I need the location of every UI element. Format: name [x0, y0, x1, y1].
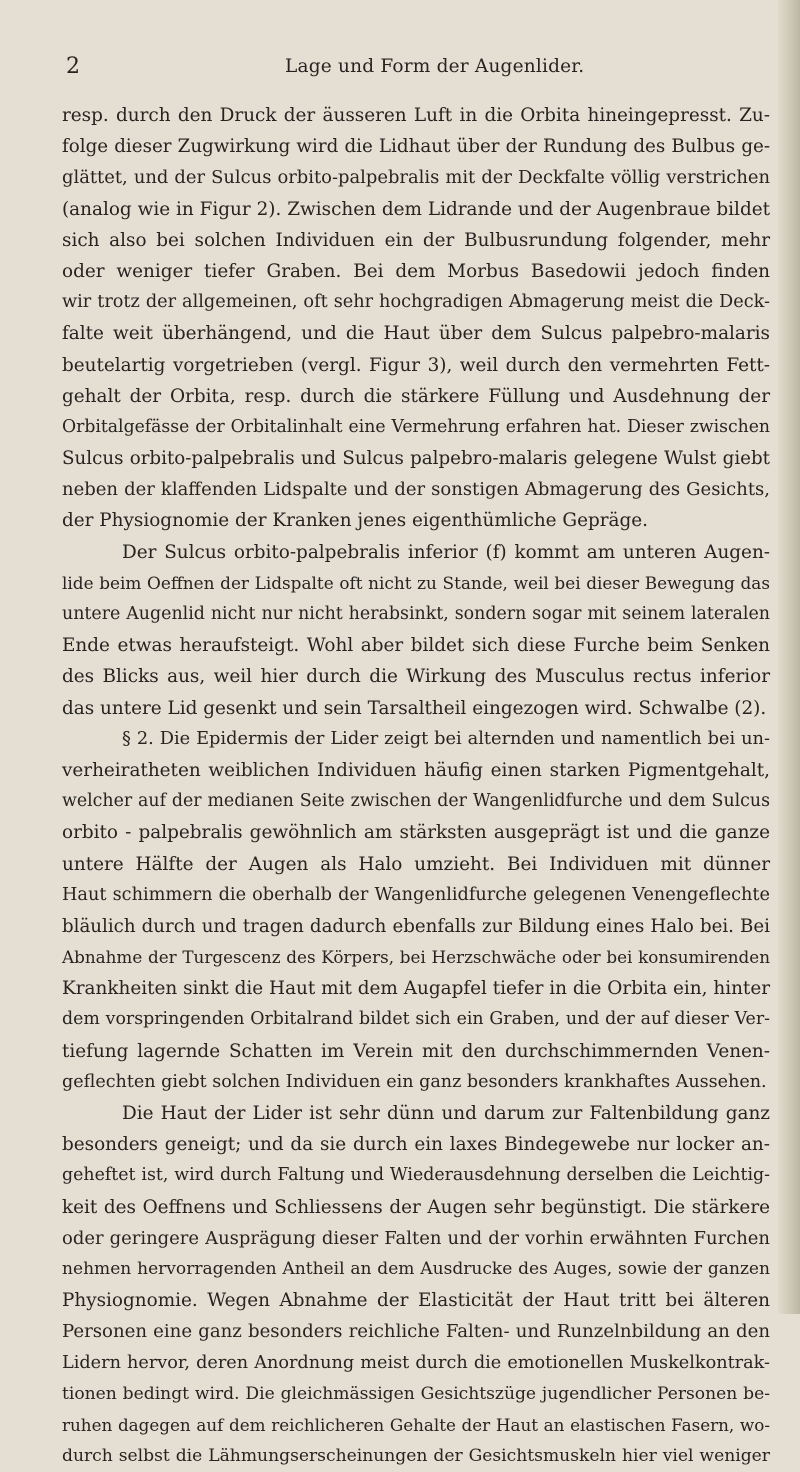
text-line: resp. durch den Druck der äusseren Luft in die Orbita hineingepresst. Zu-: [62, 105, 770, 126]
text-line: oder weniger tiefer Graben. Bei dem Morbus Basedowii jedoch finden: [62, 260, 770, 282]
body-text: [62, 100, 770, 1472]
text-line: geflechten giebt solchen Individuen ein ganz besonders krankhaftes Aussehen.: [62, 1071, 767, 1092]
text-line: Der Sulcus orbito-palpebralis inferior (f) kommt am unteren Augen-: [122, 541, 770, 563]
text-line: geheftet ist, wird durch Faltung und Wiederausdehnung derselben die Leichtig-: [62, 1165, 770, 1186]
text-line: folge dieser Zugwirkung wird die Lidhaut über der Rundung des Bulbus ge-: [62, 136, 770, 158]
text-line: (analog wie in Figur 2). Zwischen dem Lidrande und der Augenbraue bildet: [62, 198, 770, 220]
text-line: tiefung lagernde Schatten im Verein mit den durchschimmernden Venen-: [62, 1040, 770, 1062]
text-line: Orbitalgefässe der Orbitalinhalt eine Vermehrung erfahren hat. Dieser zwischen: [62, 416, 770, 437]
text-line: das untere Lid gesenkt und sein Tarsaltheil eingezogen wird. Schwalbe (2).: [62, 697, 767, 719]
text-line: nehmen hervorragenden Antheil an dem Ausdrucke des Auges, sowie der ganzen: [62, 1258, 770, 1279]
page-number: 2: [66, 54, 80, 79]
text-line: dem vorspringenden Orbitalrand bildet sich ein Graben, und der auf dieser Ver-: [62, 1009, 770, 1030]
text-line: § 2. Die Epidermis der Lider zeigt bei alternden und namentlich bei un-: [122, 728, 770, 749]
text-line: Die Haut der Lider ist sehr dünn und darum zur Faltenbildung ganz: [122, 1103, 770, 1124]
text-line: Physiognomie. Wegen Abnahme der Elasticität der Haut tritt bei älteren: [62, 1290, 770, 1312]
text-line: des Blicks aus, weil hier durch die Wirkung des Musculus rectus inferior: [62, 666, 770, 688]
text-line: Abnahme der Turgescenz des Körpers, bei Herzschwäche oder bei konsumirenden: [62, 947, 770, 968]
text-line: glättet, und der Sulcus orbito-palpebralis mit der Deckfalte völlig verstrichen: [62, 167, 770, 189]
text-line: Sulcus orbito-palpebralis und Sulcus palpebro-malaris gelegene Wulst giebt: [62, 448, 770, 470]
text-line: Personen eine ganz besonders reichliche Falten- und Runzelnbildung an den: [62, 1321, 770, 1343]
running-title: Lage und Form der Augenlider.: [285, 56, 585, 77]
text-line: untere Hälfte der Augen als Halo umzieht. Bei Individuen mit dünner: [62, 853, 770, 875]
text-line: lide beim Oeffnen der Lidspalte oft nicht zu Stande, weil bei dieser Bewegung das: [62, 572, 770, 593]
text-line: der Physiognomie der Kranken jenes eigenthümliche Gepräge.: [62, 510, 649, 532]
text-line: ruhen dagegen auf dem reichlicheren Gehalte der Haut an elastischen Fasern, wo-: [62, 1414, 770, 1435]
page-edge-shadow: [778, 0, 800, 1314]
text-line: Ende etwas heraufsteigt. Wohl aber bildet sich diese Furche beim Senken: [62, 635, 770, 657]
text-line: beutelartig vorgetrieben (vergl. Figur 3), weil durch den vermehrten Fett-: [62, 354, 770, 376]
text-line: gehalt der Orbita, resp. durch die stärkere Füllung und Ausdehnung der: [62, 385, 770, 407]
text-line: untere Augenlid nicht nur nicht herabsinkt, sondern sogar mit seinem lateralen: [62, 604, 770, 624]
text-line: orbito - palpebralis gewöhnlich am stärksten ausgeprägt ist und die ganze: [62, 822, 770, 844]
text-line: Krankheiten sinkt die Haut mit dem Augapfel tiefer in die Orbita ein, hinter: [62, 978, 770, 1000]
text-line: falte weit überhängend, und die Haut über dem Sulcus palpebro-malaris: [62, 323, 770, 345]
text-line: keit des Oeffnens und Schliessens der Augen sehr begünstigt. Die stärkere: [62, 1196, 770, 1218]
text-line: besonders geneigt; und da sie durch ein laxes Bindegewebe nur locker an-: [62, 1134, 770, 1156]
text-line: durch selbst die Lähmungserscheinungen der Gesichtsmuskeln hier viel weniger: [62, 1446, 770, 1467]
text-line: oder geringere Ausprägung dieser Falten und der vorhin erwähnten Furchen: [62, 1227, 770, 1249]
text-line: bläulich durch und tragen dadurch ebenfalls zur Bildung eines Halo bei. Bei: [62, 915, 770, 937]
text-line: Haut schimmern die oberhalb der Wangenlidfurche gelegenen Venengeflechte: [62, 884, 770, 905]
text-line: verheiratheten weiblichen Individuen häufig einen starken Pigmentgehalt,: [62, 759, 770, 781]
text-line: wir trotz der allgemeinen, oft sehr hochgradigen Abmagerung meist die Deck-: [62, 292, 770, 313]
text-line: welcher auf der medianen Seite zwischen der Wangenlidfurche und dem Sulcus: [62, 791, 770, 812]
text-line: neben der klaffenden Lidspalte und der sonstigen Abmagerung des Gesichts,: [62, 479, 770, 501]
text-line: tionen bedingt wird. Die gleichmässigen Gesichtszüge jugendlicher Personen be-: [62, 1383, 770, 1404]
text-line: sich also bei solchen Individuen ein der Bulbusrundung folgender, mehr: [62, 229, 770, 251]
text-line: Lidern hervor, deren Anordnung meist durch die emotionellen Muskelkontrak-: [62, 1352, 770, 1373]
